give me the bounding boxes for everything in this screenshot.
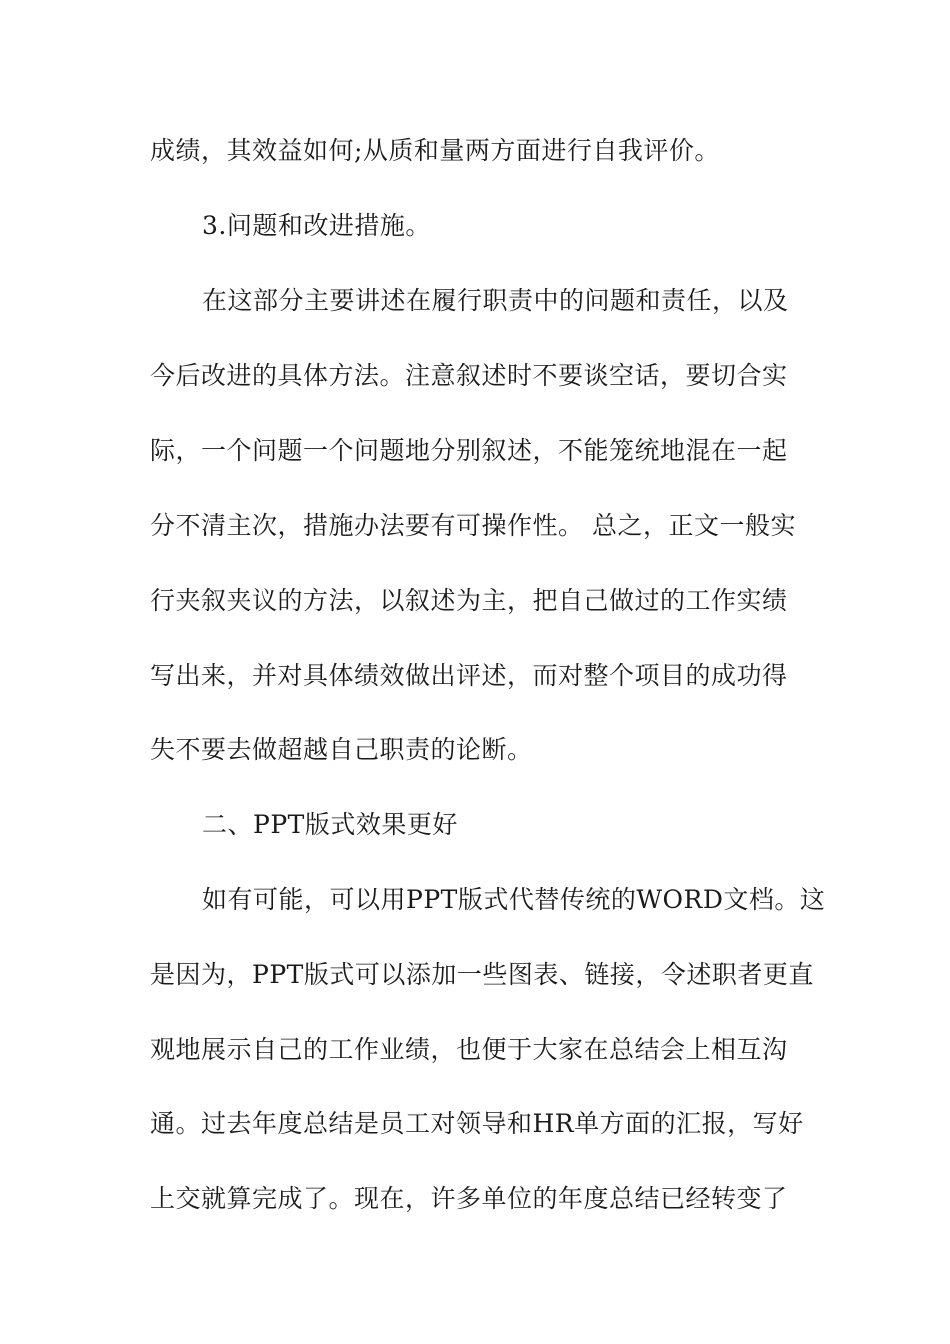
section-heading-3: 3.问题和改进措施。: [202, 211, 431, 240]
text-line-4: 今后改进的具体方法。注意叙述时不要谈空话，要切合实: [150, 361, 788, 390]
text-line-1: 成绩，其效益如何;从质和量两方面进行自我评价。: [150, 136, 720, 165]
text-line-9: 失不要去做超越自己职责的论断。: [150, 735, 533, 764]
text-line-12: 是因为，PPT版式可以添加一些图表、链接，令述职者更直: [150, 960, 814, 989]
text-line-11: 如有可能，可以用PPT版式代替传统的WORD文档。这: [202, 885, 826, 914]
text-line-5: 际，一个问题一个问题地分别叙述，不能笼统地混在一起: [150, 436, 788, 465]
text-line-3: 在这部分主要讲述在履行职责中的问题和责任，以及: [202, 286, 789, 315]
text-line-14: 通。过去年度总结是员工对领导和HR单方面的汇报，写好: [150, 1109, 804, 1138]
text-line-6: 分不清主次，措施办法要有可操作性。 总之，正文一般实: [150, 511, 796, 540]
text-line-13: 观地展示自己的工作业绩，也便于大家在总结会上相互沟: [150, 1035, 788, 1064]
text-line-8: 写出来，并对具体绩效做出评述，而对整个项目的成功得: [150, 661, 788, 690]
section-heading-ppt: 二、PPT版式效果更好: [202, 810, 458, 839]
text-line-7: 行夹叙夹议的方法，以叙述为主，把自己做过的工作实绩: [150, 586, 788, 615]
text-line-15: 上交就算完成了。现在，许多单位的年度总结已经转变了: [150, 1184, 788, 1213]
